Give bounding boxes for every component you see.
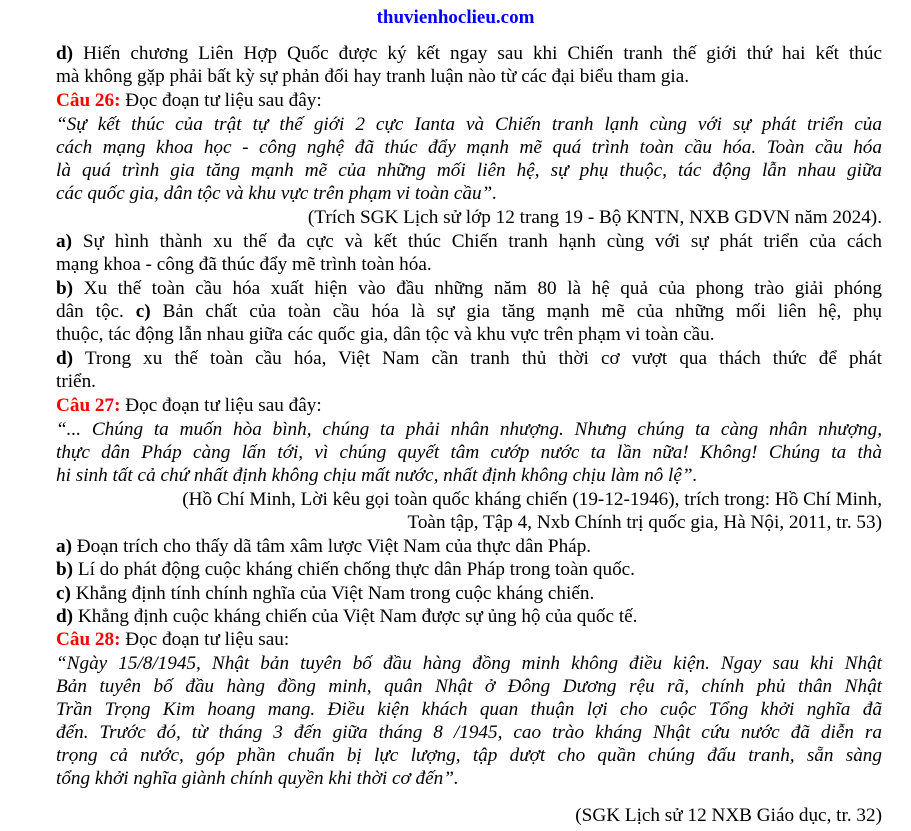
- q26-option-d-line1: d) Trong xu thế toàn cầu hóa, Việt Nam cần tranh thủ thời cơ vượt qua thách thức để phát: [56, 348, 882, 369]
- q28-quote-line: tổng khởi nghĩa giành chính quyền khi thời cơ đến”.: [56, 768, 459, 789]
- q26-option-a-line1: a) Sự hình thành xu thế đa cực và kết thúc Chiến tranh hạnh cùng với sự phát triển của cách: [56, 231, 883, 252]
- option-label: a): [56, 231, 72, 252]
- q27-quote-line: thực dân Pháp càng lấn tới, vì chúng quyết tâm cướp nước ta lần nữa! Không! Chúng ta thà: [56, 442, 882, 463]
- q28-quote-line: Bản tuyên bố đầu hàng đồng minh, quân Nhật ở Đông Dương rệu rã, chính phủ thân Nhật: [56, 676, 882, 697]
- option-label: b): [56, 559, 74, 580]
- question-26-header: Câu 26: Đọc đoạn tư liệu sau đây:: [56, 90, 322, 111]
- q27-option-c: c) Khẳng định tính chính nghĩa của Việt Nam trong cuộc kháng chiến.: [56, 583, 595, 604]
- q27-option-a: a) Đoạn trích cho thấy dã tâm xâm lược Việt Nam của thực dân Pháp.: [56, 536, 592, 557]
- q26-quote-line: “Sự kết thúc của trật tự thế giới 2 cực Ianta và Chiến tranh lạnh cùng với sự phát triển của: [56, 114, 882, 135]
- q27-option-b: b) Lí do phát động cuộc kháng chiến chống thực dân Pháp trong toàn quốc.: [56, 559, 635, 580]
- q25-option-d-line2: mà không gặp phải bất kỳ sự phản đối hay tranh luận nào từ các đại biểu tham gia.: [56, 66, 690, 87]
- q28-quote-line: đến. Trước đó, từ tháng 3 đến giữa tháng 8 /1945, cao trào kháng Nhật cứu nước đã diễn ra: [56, 722, 882, 743]
- q26-option-a-line2: mạng khoa - công đã thúc đẩy mẽ trình toàn hóa.: [56, 254, 432, 275]
- q26-quote-line: cách mạng khoa học - công nghệ đã thúc đẩy mạnh mẽ quá trình toàn cầu hóa. Toàn cầu hóa: [56, 137, 882, 158]
- q27-source-line1: (Hồ Chí Minh, Lời kêu gọi toàn quốc kháng chiến (19-12-1946), trích trong: Hồ Chí Minh,: [182, 489, 882, 510]
- q25-option-d-line1: d) Hiến chương Liên Hợp Quốc được ký kết ngay sau khi Chiến tranh thế giới thứ hai kết thúc: [56, 43, 883, 64]
- q28-quote-line: “Ngày 15/8/1945, Nhật bản tuyên bố đầu hàng đồng minh không điều kiện. Ngay sau khi Nhật: [56, 653, 882, 674]
- q27-source-line2: Toàn tập, Tập 4, Nxb Chính trị quốc gia, Hà Nội, 2011, tr. 53): [407, 512, 882, 533]
- option-label: b): [56, 278, 74, 299]
- q26-option-d-line2: triển.: [56, 371, 96, 392]
- question-number: Câu 28:: [56, 629, 121, 650]
- option-label: d): [56, 43, 74, 64]
- q26-option-c-line2: thuộc, tác động lẫn nhau giữa các quốc gia, dân tộc và khu vực trên phạm vi toàn cầu.: [56, 324, 715, 345]
- question-number: Câu 27:: [56, 395, 121, 416]
- q28-source: (SGK Lịch sử 12 NXB Giáo dục, tr. 32): [575, 805, 882, 826]
- question-27-header: Câu 27: Đọc đoạn tư liệu sau đây:: [56, 395, 322, 416]
- option-label: c): [56, 583, 71, 604]
- q27-option-d: d) Khẳng định cuộc kháng chiến của Việt Nam được sự ủng hộ của quốc tế.: [56, 606, 638, 627]
- option-label: d): [56, 606, 74, 627]
- q26-quote-line: là quá trình gia tăng mạnh mẽ của những mối liên hệ, sự phụ thuộc, tác động lẫn nhau giữa: [56, 160, 882, 181]
- question-number: Câu 26:: [56, 90, 121, 111]
- question-28-header: Câu 28: Đọc đoạn tư liệu sau:: [56, 629, 290, 650]
- site-watermark[interactable]: thuvienhoclieu.com: [376, 7, 535, 28]
- q26-option-b-line1: b) Xu thế toàn cầu hóa xuất hiện vào đầu những năm 80 là hệ quả của phong trào giải phóng: [56, 278, 883, 299]
- option-label: a): [56, 536, 72, 557]
- q28-quote-line: trọng cả nước, góp phần chuẩn bị lực lượng, tập dượt cho quần chúng đấu tranh, sẵn sàng: [56, 745, 882, 766]
- option-label: d): [56, 348, 74, 369]
- q28-quote-line: Trần Trọng Kim hoang mang. Điều kiện khách quan thuận lợi cho cuộc Tổng khởi nghĩa đã: [56, 699, 882, 720]
- option-label: c): [135, 301, 151, 322]
- q27-quote-line: “... Chúng ta muốn hòa bình, chúng ta phải nhân nhượng. Nhưng chúng ta càng nhân nhượng,: [56, 419, 882, 440]
- q27-quote-line: hi sinh tất cả chứ nhất định không chịu mất nước, nhất định không chịu làm nô lệ”.: [56, 465, 698, 486]
- q26-source: (Trích SGK Lịch sử lớp 12 trang 19 - Bộ KNTN, NXB GDVN năm 2024).: [307, 207, 882, 228]
- q26-option-b-c-line: dân tộc. c) Bản chất của toàn cầu hóa là sự gia tăng mạnh mẽ của những mối liên hệ, phụ: [56, 301, 883, 322]
- q26-quote-line: các quốc gia, dân tộc và khu vực trên phạm vi toàn cầu”.: [56, 183, 498, 204]
